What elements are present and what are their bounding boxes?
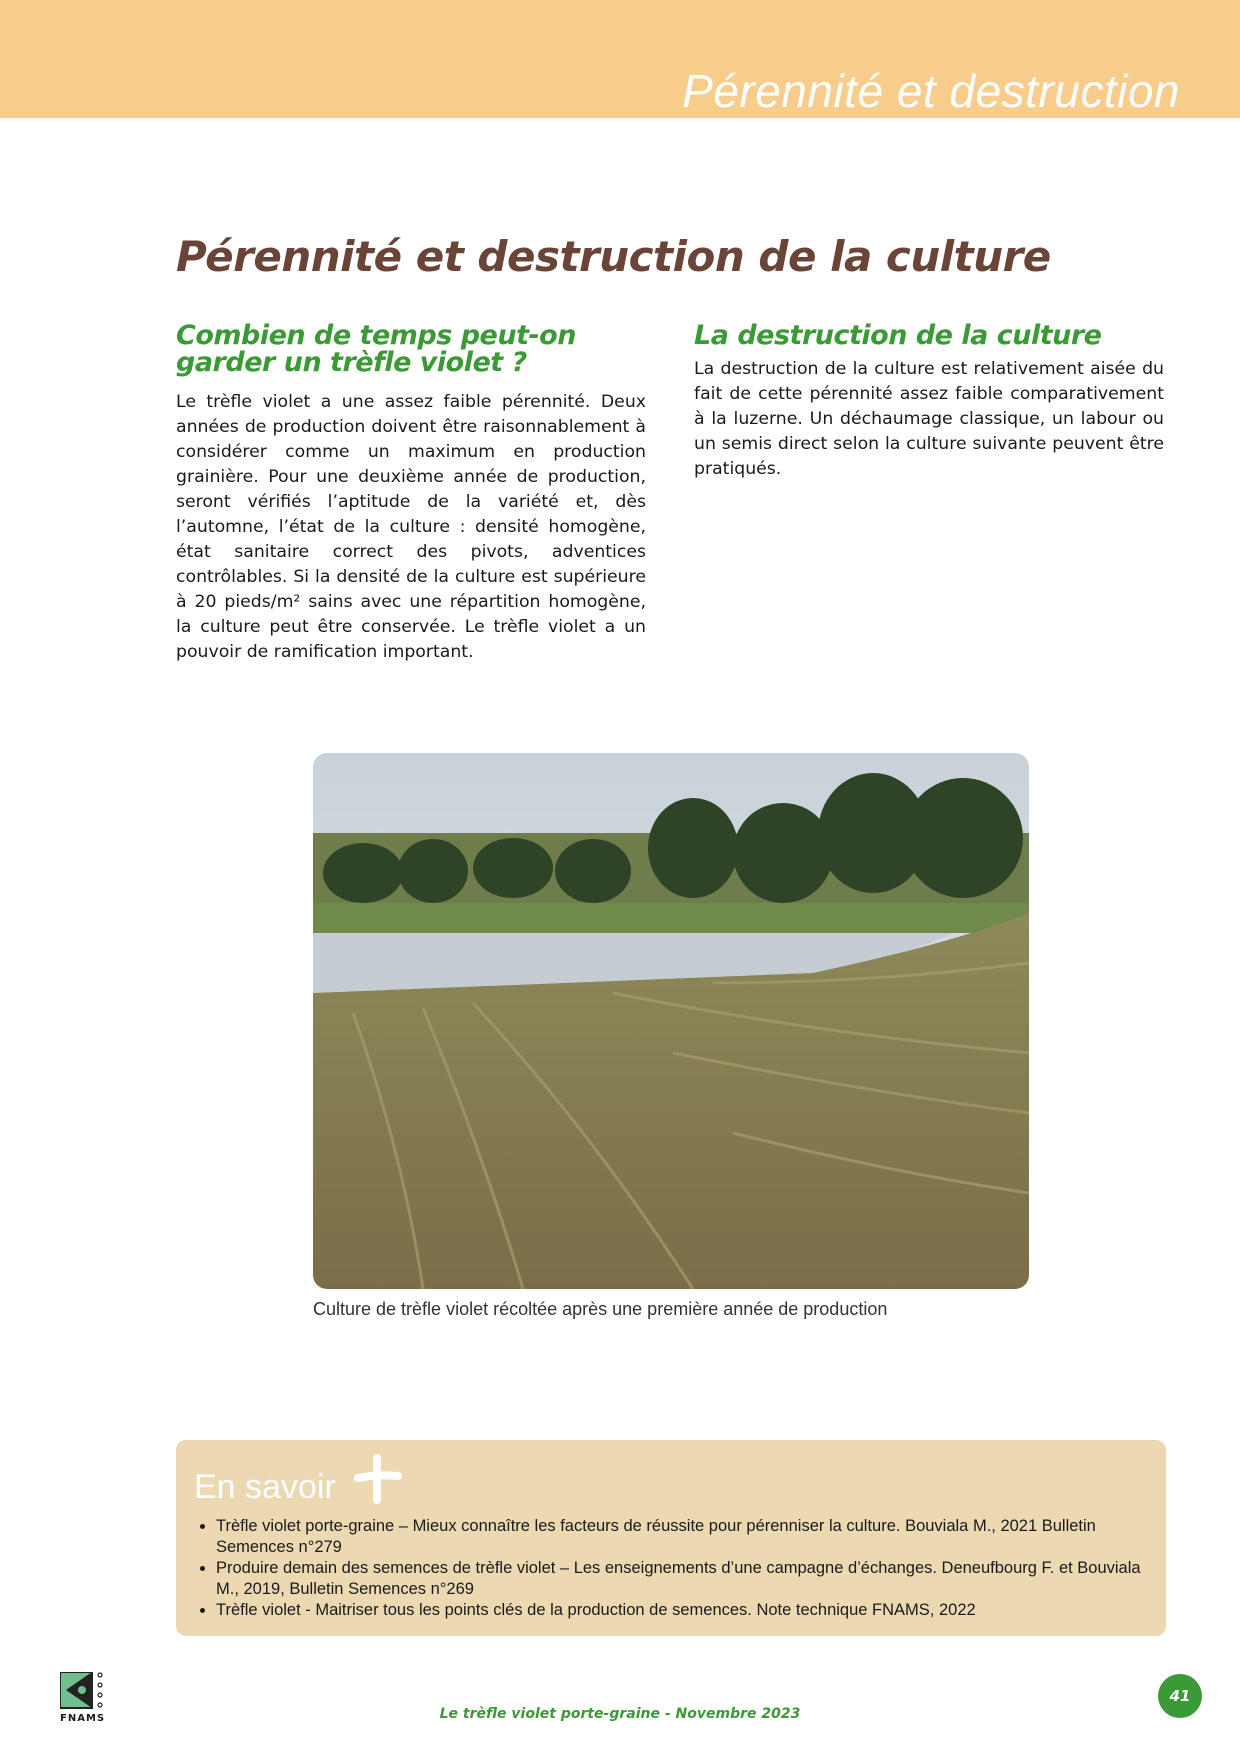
reference-item: • Produire demain des semences de trèfle violet – Les enseignements d’une campagne d’échanges. Deneufbourg F. et Bouviala M., 2019, Bulletin Semences n°269 xyxy=(216,1558,1156,1600)
footer-publication: Le trèfle violet porte-graine - Novembre 2023 xyxy=(439,1706,801,1722)
fnams-logo-icon xyxy=(60,1672,106,1710)
left-heading: Combien de temps peut-on garder un trèfle violet ? xyxy=(176,320,576,378)
field-photo xyxy=(313,753,1029,1289)
logo-text: FNAMS xyxy=(60,1713,106,1724)
reference-item: • Trèfle violet - Maitriser tous les points clés de la production de semences. Note technique FNAMS, 2022 xyxy=(216,1600,1156,1621)
right-body: La destruction de la culture est relativement aisée du fait de cette pérennité assez faible comparativement à la luzerne. Un déchaumage classique, un labour ou un semis direct selon la culture suivante peuvent être pratiqués. xyxy=(694,359,1164,479)
en-savoir-plus-box xyxy=(176,1440,1166,1636)
right-heading: La destruction de la culture xyxy=(694,320,1102,351)
reference-list xyxy=(194,1516,1156,1621)
left-column xyxy=(176,322,646,665)
photo-caption: Culture de trèfle violet récoltée après une première année de production xyxy=(313,1299,888,1319)
reference-item: • Trèfle violet porte-graine – Mieux connaître les facteurs de réussite pour pérenniser la culture. Bouviala M., 2021 Bulletin Semences n°279 xyxy=(216,1516,1156,1558)
right-column xyxy=(694,322,1164,482)
page-title: Pérennité et destruction de la culture xyxy=(176,232,1051,281)
page-number: 41 xyxy=(1158,1674,1202,1718)
header-band xyxy=(0,0,1240,118)
en-savoir-title: En savoir xyxy=(194,1468,336,1506)
plus-icon xyxy=(352,1454,402,1504)
left-body: Le trèfle violet a une assez faible pérennité. Deux années de production doivent être raisonnablement à considérer comme un maximum en production grainière. Pour une deuxième année de production, seront vérifiés l’aptitude de la variété et, dès l’automne, l’état de la culture : densité homogène, état sanitaire correct des pivots, adventices contrôlables. Si la densité de la culture est supérieure à 20 pieds/m² sains avec une répartition homogène, la culture peut être conservée. Le trèfle violet a un pouvoir de ramification important. xyxy=(176,392,646,662)
section-title: Pérennité et destruction xyxy=(682,65,1180,117)
